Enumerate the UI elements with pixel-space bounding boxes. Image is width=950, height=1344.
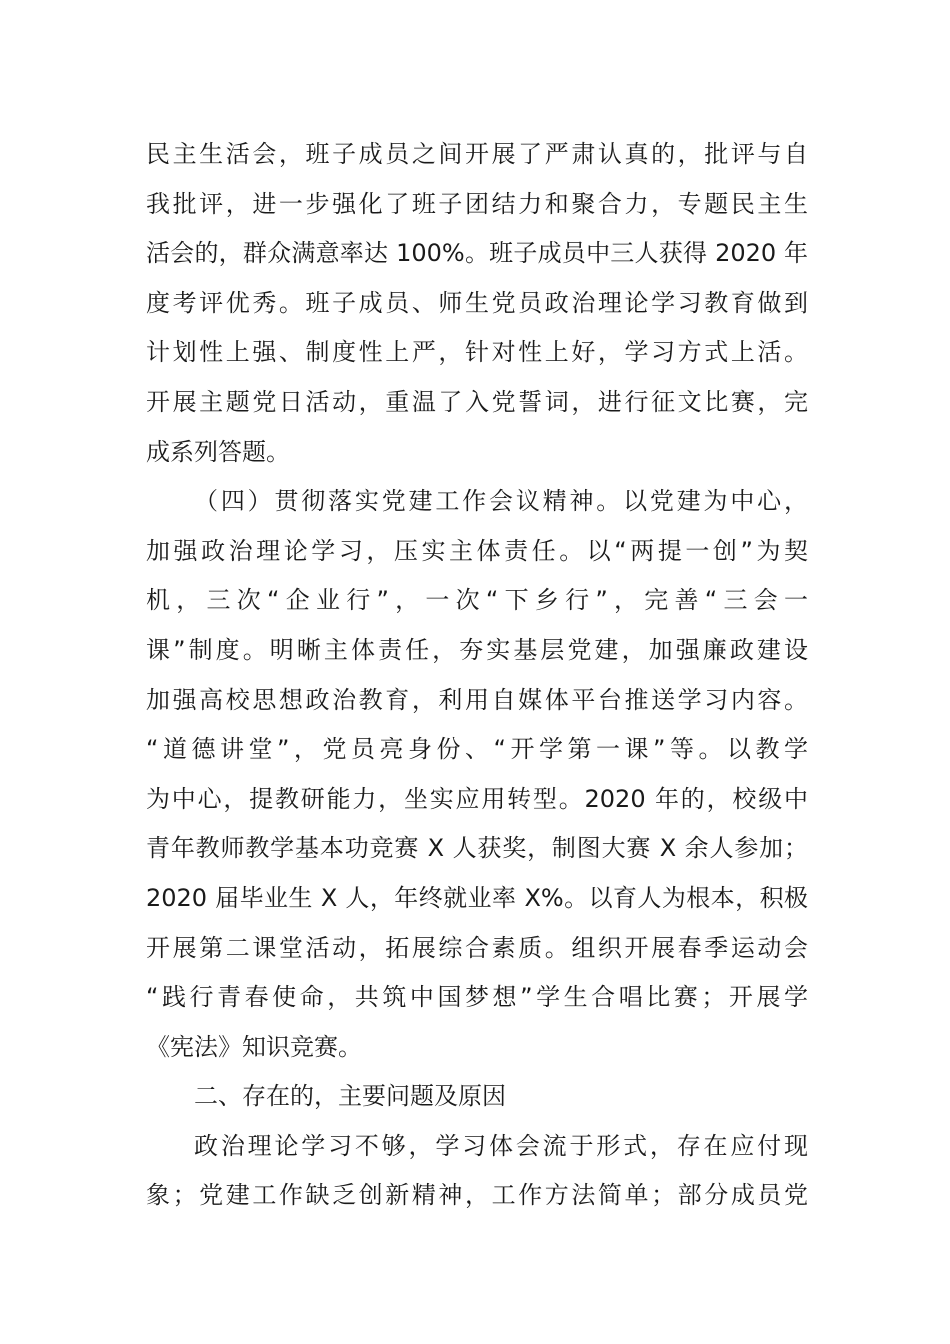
text-line: 青年教师教学基本功竞赛 X 人获奖，制图大赛 X 余人参加； [146,834,808,863]
text-line: 开展第二课堂活动，拓展综合素质。组织开展春季运动会 [146,933,808,962]
text-line: 机，三次“企业行”，一次“下乡行”，完善“三会一 [146,586,808,615]
text-line: “道德讲堂”，党员亮身份、“开学第一课”等。以教学 [146,735,808,764]
text-line: 2020 届毕业生 X 人，年终就业率 X%。以育人为根本，积极 [146,883,808,912]
text-line: 加强政治理论学习，压实主体责任。以“两提一创”为契 [146,536,808,565]
text-line: 活会的，群众满意率达 100%。班子成员中三人获得 2020 年 [146,239,808,268]
section-heading-line: （四）贯彻落实党建工作会议精神。以党建为中心， [194,487,808,516]
text-line: 民主生活会，班子成员之间开展了严肃认真的，批评与自 [146,140,808,168]
text-line: 政治理论学习不够，学习体会流于形式，存在应付现 [194,1131,808,1160]
text-line: 《宪法》知识竞赛。 [146,1032,362,1061]
document-body [146,130,808,1221]
text-line: “践行青春使命，共筑中国梦想”学生合唱比赛；开展学 [146,983,808,1012]
text-line: 象；党建工作缺乏创新精神，工作方法简单；部分成员党 [146,1181,808,1210]
text-line: 成系列答题。 [146,437,290,466]
text-line: 加强高校思想政治教育，利用自媒体平台推送学习内容。 [146,685,808,714]
section-heading: 二、存在的，主要问题及原因 [194,1082,506,1111]
text-line: 我批评，进一步强化了班子团结力和聚合力，专题民主生 [146,189,808,218]
text-line: 度考评优秀。班子成员、师生党员政治理论学习教育做到 [146,288,808,317]
text-line: 计划性上强、制度性上严，针对性上好，学习方式上活。 [146,338,808,367]
text-line: 为中心，提教研能力，坐实应用转型。2020 年的，校级中 [146,784,808,813]
text-line: 课”制度。明晰主体责任，夯实基层党建，加强廉政建设 [146,635,808,664]
text-line: 开展主题党日活动，重温了入党誓词，进行征文比赛，完 [146,387,808,416]
